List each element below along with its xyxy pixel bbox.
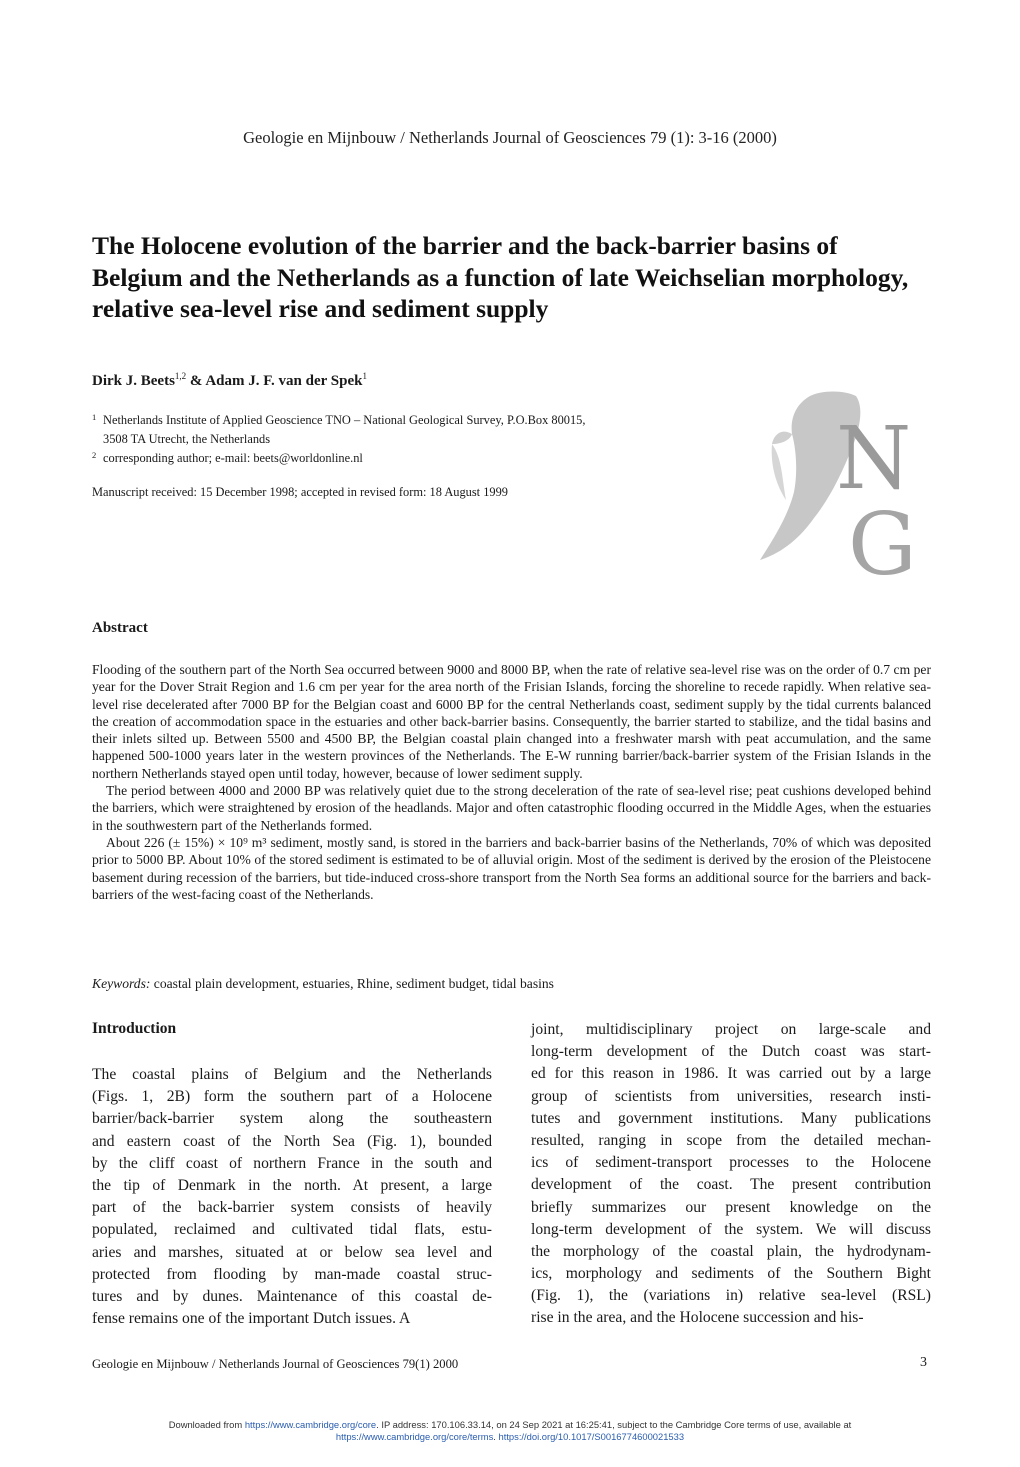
text-line: populated, reclaimed and cultivated tidal flats, estu-	[92, 1221, 492, 1239]
abstract-paragraph: The period between 4000 and 2000 BP was relatively quiet due to the strong deceleration of the rate of sea-level rise; peat cushions developed behind the barriers, which were straightened by erosion of the headlands. Major and often catastrophic flooding occurred in the Middle Ages, when the estuaries in the southwestern part of the Netherlands formed.	[92, 783, 931, 833]
ng-journal-logo-icon	[752, 388, 942, 588]
text-line: long-term development of the system. We will discuss	[531, 1220, 931, 1238]
text-line: group of scientists from universities, research insti-	[531, 1087, 931, 1105]
affiliation-row	[92, 449, 712, 468]
abstract-paragraph: Flooding of the southern part of the North Sea occurred between 9000 and 8000 BP, when the rate of relative sea-level rise was on the order of 0.7 cm per year for the Dover Strait Region and 1.6 cm per year for the area north of the Frisian Islands, forcing the shoreline to recede rapidly. When relative sea-level rise decelerated after 7000 BP for the Belgian coast and 6000 BP for the central Netherlands coast, sediment supply by the tidal currents balanced the creation of accommodation space in the estuaries and other back-barrier basins. Consequently, the barrier started to stabilize, and the tidal basins and their inlets silted up. Between 5500 and 4500 BP, the Belgian coastal plain changed into a freshwater marsh with peat accumulation, and the same happened 500-1000 years later in the western provinces of the Netherlands. The E-W running barrier/back-barrier system of the Frisian Islands in the northern Netherlands stayed open until today, however, because of lower sediment supply.	[92, 662, 931, 781]
text-line: long-term development of the Dutch coast was start-	[531, 1043, 931, 1061]
affiliation-mark: 1	[92, 412, 97, 422]
logo-letter-n: N	[836, 409, 912, 509]
affiliation-text: corresponding author; e-mail: beets@worldonline.nl	[103, 451, 363, 465]
text-line: (Figs. 1, 2B) form the southern part of a Holocene	[92, 1088, 492, 1106]
text-line: by the cliff coast of northern France in the south and	[92, 1154, 492, 1172]
keywords-text: coastal plain development, estuaries, Rhine, sediment budget, tidal basins	[150, 976, 554, 991]
affiliation-superscript: 1	[362, 371, 367, 381]
text-line: development of the coast. The present contribution	[531, 1176, 931, 1194]
affiliation-text: Netherlands Institute of Applied Geoscience TNO – National Geological Survey, P.O.Box 80015,	[103, 413, 586, 427]
text-line: tutes and government institutions. Many publications	[531, 1109, 931, 1127]
terms-link[interactable]: https://www.cambridge.org/core/terms	[335, 1431, 494, 1442]
author-separator: &	[186, 373, 206, 389]
download-notice	[0, 1419, 1020, 1443]
text-line: the morphology of the coastal plain, the hydrodynam-	[531, 1242, 931, 1260]
affiliation-row	[92, 430, 712, 449]
text-line: (Fig. 1), the (variations in) relative sea-level (RSL)	[531, 1287, 931, 1305]
author-line	[92, 371, 367, 390]
text-line: briefly summarizes our present knowledge on the	[531, 1198, 931, 1216]
page-number: 3	[920, 1355, 927, 1370]
abstract-paragraph: About 226 (± 15%) × 10⁹ m³ sediment, mostly sand, is stored in the barriers and back-barrier basins of the Netherlands, 70% of which was deposited prior to 5000 BP. About 10% of the stored sediment is estimated to be of alluvial origin. Most of the sediment is derived by the erosion of the Pleistocene basement during recession of the barriers, but tide-induced cross-shore transport from the North Sea forms an additional source for the barriers and back-barriers of the west-facing coast of the Netherlands.	[92, 834, 931, 902]
text-line: part of the back-barrier system consists of heavily	[92, 1199, 492, 1217]
affiliation-text: 3508 TA Utrecht, the Netherlands	[103, 432, 271, 446]
cambridge-core-link[interactable]: https://www.cambridge.org/core	[244, 1419, 377, 1430]
affiliation-row	[92, 411, 712, 430]
author-name: Adam J. F. van der Spek	[205, 373, 363, 389]
text-line: the tip of Denmark in the north. At present, a large	[92, 1176, 492, 1194]
author-name: Dirk J. Beets	[92, 373, 175, 389]
keywords	[92, 976, 554, 992]
text-line: joint, multidisciplinary project on large-scale and	[531, 1021, 931, 1038]
abstract-heading: Abstract	[92, 620, 148, 636]
affiliation-superscript: 1,2	[174, 371, 187, 381]
text-line: ics of sediment-transport processes to the Holocene	[531, 1154, 931, 1172]
text-line: ics, morphology and sediments of the Southern Bight	[531, 1265, 931, 1283]
abstract-body	[92, 661, 931, 903]
text-line: fense remains one of the important Dutch issues. A	[92, 1310, 411, 1328]
affiliations	[92, 411, 712, 468]
intro-left-column	[92, 1064, 492, 1330]
affiliation-mark: 2	[92, 450, 97, 460]
journal-header: Geologie en Mijnbouw / Netherlands Journal of Geosciences 79 (1): 3-16 (2000)	[243, 128, 777, 147]
keywords-label: Keywords:	[92, 976, 151, 991]
text-line: The coastal plains of Belgium and the Netherlands	[92, 1066, 492, 1083]
download-sep: .	[493, 1431, 499, 1442]
text-line: protected from flooding by man-made coastal struc-	[92, 1265, 492, 1283]
doi-link[interactable]: https://doi.org/10.1017/S0016774600021533	[498, 1431, 685, 1442]
text-line: ed for this reason in 1986. It was carried out by a large	[531, 1065, 931, 1083]
download-middle: . IP address: 170.106.33.14, on 24 Sep 2021 at 16:25:41, subject to the Cambridge Core terms of use, available at	[376, 1419, 852, 1430]
text-line: rise in the area, and the Holocene succession and his-	[531, 1309, 864, 1327]
manuscript-dates: Manuscript received: 15 December 1998; accepted in revised form: 18 August 1999	[92, 485, 508, 499]
intro-right-column	[531, 1019, 931, 1330]
text-line: aries and marshes, situated at or below sea level and	[92, 1243, 492, 1261]
text-line: tures and by dunes. Maintenance of this coastal de-	[92, 1287, 492, 1305]
introduction-heading: Introduction	[92, 1020, 177, 1037]
text-line: barrier/back-barrier system along the southeastern	[92, 1110, 492, 1128]
download-prefix: Downloaded from	[168, 1419, 245, 1430]
logo-letter-g: G	[848, 495, 917, 588]
paper-title: The Holocene evolution of the barrier and the back-barrier basins of Belgium and the Netherlands as a function of late Weichselian morphology, relative sea-level rise and sediment supply	[92, 231, 909, 323]
text-line: and eastern coast of the North Sea (Fig. 1), bounded	[92, 1132, 492, 1150]
text-line: resulted, ranging in scope from the detailed mechan-	[531, 1131, 931, 1149]
page-footer: Geologie en Mijnbouw / Netherlands Journal of Geosciences 79(1) 2000	[92, 1357, 459, 1371]
